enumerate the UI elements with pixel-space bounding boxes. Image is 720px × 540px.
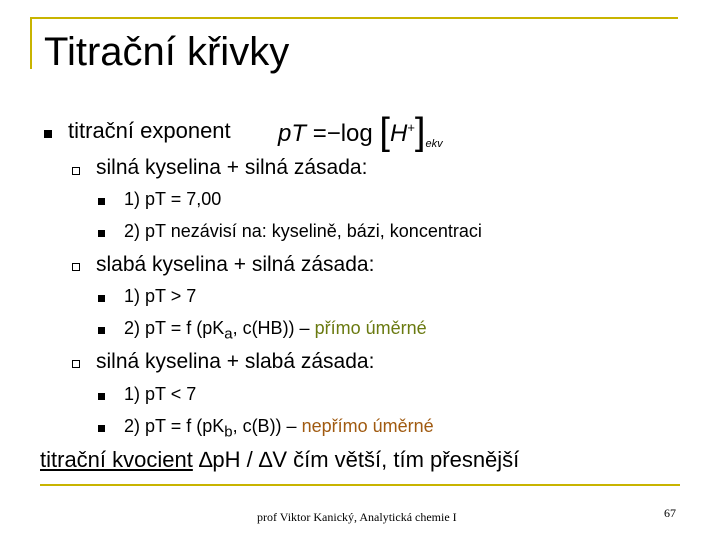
case-point-post: , c(HB)) – [232, 318, 315, 338]
formula-minus: − [326, 120, 341, 147]
case-heading: slabá kyselina + silná zásada: [96, 253, 375, 276]
formula-ion: H [389, 120, 408, 147]
formula-log: log [340, 120, 373, 147]
formula-subscript: ekv [425, 137, 443, 150]
case-heading: silná kyselina + slabá zásada: [96, 350, 375, 373]
case-point-pre: 2) pT = f (pK [124, 416, 225, 436]
case-point-accent: nepřímo úměrné [301, 416, 434, 436]
case-point-accent: přímo úměrné [314, 318, 427, 338]
kvocient-rest: ∆pH / ∆V čím větší, tím přesnější [192, 447, 520, 472]
footer-author: prof Viktor Kanický, Analytická chemie I [257, 510, 457, 524]
case-point [124, 318, 427, 343]
bullet-hollow-square-icon [72, 263, 80, 271]
pT-formula [278, 108, 443, 151]
bullet-small-square-icon [98, 425, 105, 432]
kvocient-term: titrační kvocient [40, 447, 193, 472]
slide-title: Titrační křivky [44, 30, 290, 74]
case-point-sub: a [224, 325, 233, 343]
bullet-small-square-icon [98, 198, 105, 205]
bullet-small-square-icon [98, 295, 105, 302]
case-point-sub: b [224, 423, 233, 441]
formula-charge: + [407, 120, 415, 135]
case-point-post: , c(B)) – [232, 416, 302, 436]
case-point: 1) pT = 7,00 [124, 189, 222, 209]
bullet-small-square-icon [98, 230, 105, 237]
bullet-square-icon [44, 130, 52, 138]
formula-right-bracket: ] [414, 111, 426, 153]
case-heading: silná kyselina + silná zásada: [96, 156, 368, 179]
case-point: 1) pT < 7 [124, 384, 197, 404]
bullet-hollow-square-icon [72, 167, 80, 175]
bullet-small-square-icon [98, 327, 105, 334]
kvocient-line [40, 447, 519, 473]
title-frame-top-line [30, 17, 678, 19]
case-point: 2) pT nezávisí na: kyselině, bázi, koncentraci [124, 221, 482, 241]
case-point [124, 416, 434, 441]
page-number: 67 [664, 506, 676, 520]
exponent-label: titrační exponent [68, 118, 231, 143]
footer-divider [40, 484, 680, 486]
title-frame-left-line [30, 17, 32, 69]
formula-lhs: pT [278, 120, 307, 147]
case-point: 1) pT > 7 [124, 286, 197, 306]
bullet-hollow-square-icon [72, 360, 80, 368]
formula-left-bracket: [ [379, 111, 390, 153]
case-point-pre: 2) pT = f (pK [124, 318, 225, 338]
formula-eq: = [312, 120, 327, 147]
bullet-small-square-icon [98, 393, 105, 400]
